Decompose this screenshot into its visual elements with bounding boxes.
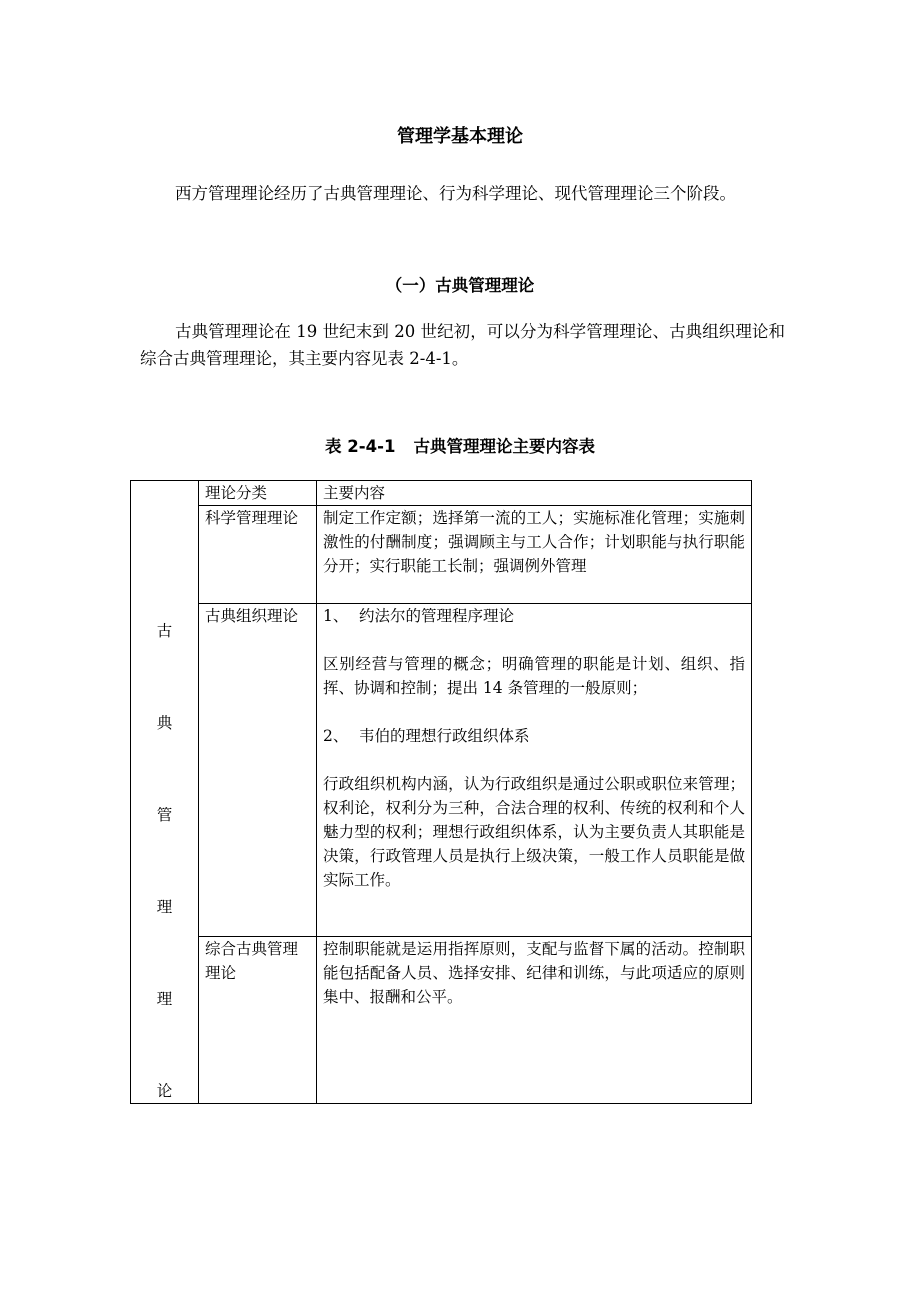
item-1-title: 约法尔的管理程序理论	[359, 607, 515, 626]
item-2-title: 韦伯的理想行政组织体系	[359, 727, 530, 746]
category-char: 理	[156, 990, 173, 1008]
table-row	[131, 604, 752, 937]
table-caption	[0, 436, 920, 458]
category-char: 论	[156, 1082, 173, 1100]
table-header-row	[131, 481, 752, 506]
section-paragraph: 古典管理理论在 19 世纪末到 20 世纪初，可以分为科学管理理论、古典组织理论和综合古典管理理论，其主要内容见表 2-4-1。	[140, 322, 785, 368]
table-row	[131, 506, 752, 604]
table-caption-number: 表 2-4-1	[325, 437, 396, 456]
category-cell	[131, 481, 199, 1104]
row-type-scientific: 科学管理理论	[199, 506, 317, 604]
item-1-heading	[323, 604, 745, 628]
category-char: 典	[156, 714, 173, 732]
row-content-comprehensive: 控制职能就是运用指挥原则，支配与监督下属的活动。控制职能包括配备人员、选择安排、纪律和训练，与此项适应的原则集中、报酬和公平。	[317, 937, 752, 1104]
row-content-scientific: 制定工作定额；选择第一流的工人；实施标准化管理；实施刺激性的付酬制度；强调顾主与工人合作；计划职能与执行职能分开；实行职能工长制；强调例外管理	[317, 506, 752, 604]
intro-paragraph: 西方管理理论经历了古典管理理论、行为科学理论、现代管理理论三个阶段。	[175, 184, 736, 203]
item-2-text: 行政组织机构内涵，认为行政组织是通过公职或职位来管理；权利论，权利分为三种，合法合理的权利、传统的权利和个人魅力型的权利；理想行政组织体系，认为主要负责人其职能是决策，行政管理人员是执行上级决策，一般工作人员职能是做实际工作。	[323, 775, 745, 890]
header-main-content: 主要内容	[317, 481, 752, 506]
header-theory-type: 理论分类	[199, 481, 317, 506]
table-caption-title: 古典管理理论主要内容表	[413, 437, 595, 456]
row-type-organization: 古典组织理论	[199, 604, 317, 937]
item-2-heading	[323, 724, 745, 748]
row-type-comprehensive: 综合古典管理理论	[199, 937, 317, 1104]
item-1-text: 区别经营与管理的概念；明确管理的职能是计划、组织、指挥、协调和控制；提出 14 条管理的一般原则；	[323, 655, 745, 698]
row-content-organization	[317, 604, 752, 937]
item-2-number: 2、	[323, 727, 349, 746]
category-char: 古	[156, 622, 173, 640]
category-char: 理	[156, 898, 173, 916]
item-1-number: 1、	[323, 607, 349, 626]
classical-theory-table	[130, 480, 752, 1104]
document-title: 管理学基本理论	[397, 126, 523, 147]
category-char: 管	[156, 806, 173, 824]
section-heading: （一）古典管理理论	[385, 276, 535, 295]
table-row	[131, 937, 752, 1104]
